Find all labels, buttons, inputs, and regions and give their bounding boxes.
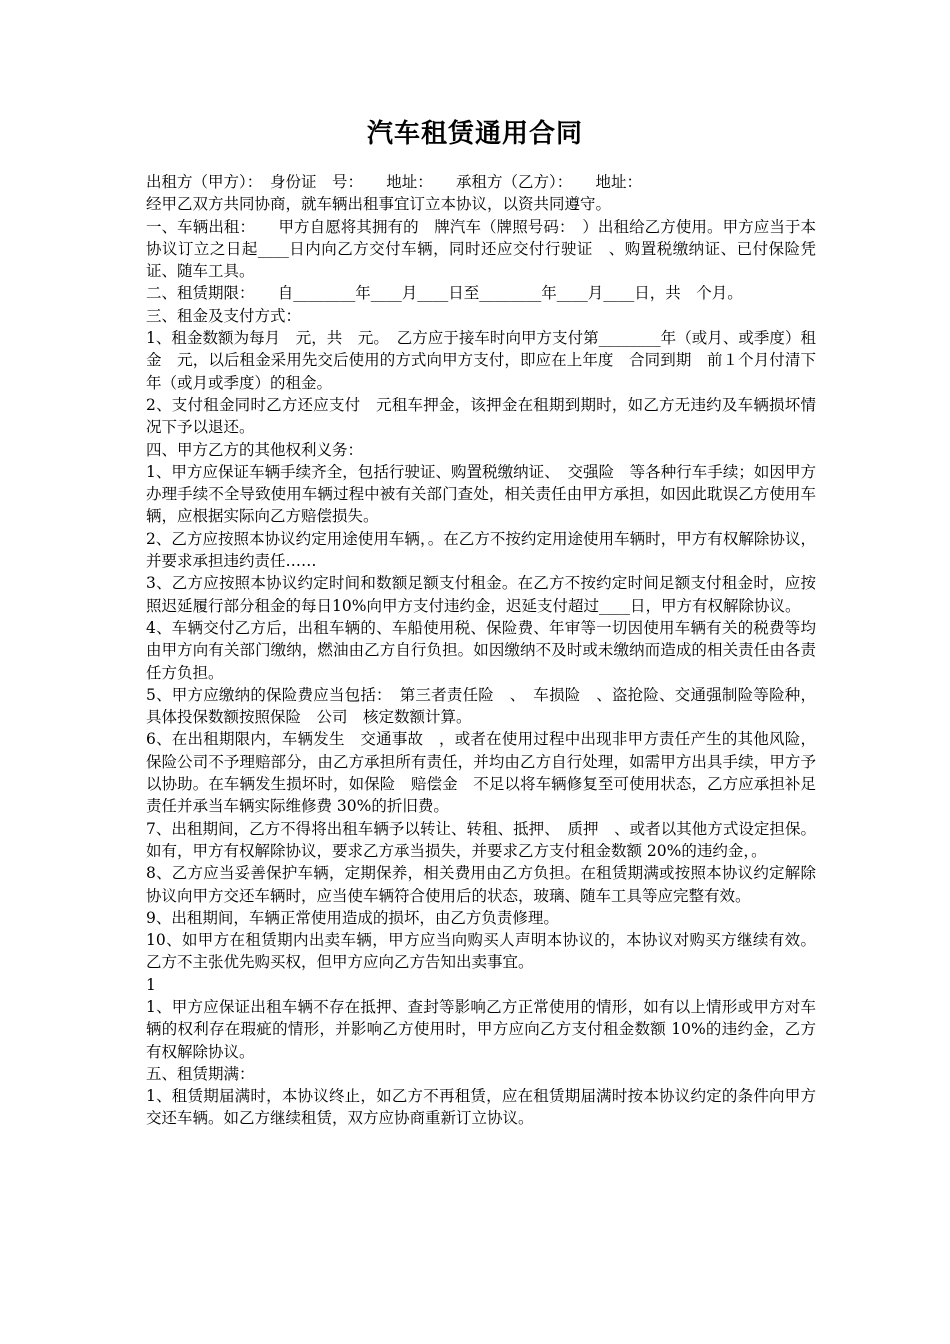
section-3-heading: 三、租金及支付方式： xyxy=(146,306,302,325)
clause-4-7: 7、出租期间，乙方不得将出租车辆予以转让、转租、抵押、 质押 、或者以其他方式设定担保。如有，甲方有权解除协议，要求乙方承当损失，并要求乙方支付租金数额 20%的违约金，。 xyxy=(146,819,816,860)
preamble: 经甲乙双方共同协商，就车辆出租事宜订立本协议，以资共同遵守。 xyxy=(146,195,612,214)
clause-5-1: 1、租赁期届满时，本协议终止，如乙方不再租赁，应在租赁期届满时按本协议约定的条件向甲方交还车辆。如乙方继续租赁，双方应协商重新订立协议。 xyxy=(146,1087,816,1128)
document-title: 汽车租赁通用合同 xyxy=(366,119,583,149)
section-2-lease-term: 二、租赁期限： 自________年____月____日至________年____月____日，共 个月。 xyxy=(146,284,743,303)
clause-3-2: 2、支付租金同时乙方还应支付 元租车押金，该押金在租期到期时，如乙方无违约及车辆损坏情况下予以退还。 xyxy=(146,395,816,437)
section-4-heading: 四、甲方乙方的其他权利义务： xyxy=(146,440,364,459)
clause-4-5: 5、甲方应缴纳的保险费应当包括： 第三者责任险 、 车损险 、盗抢险、交通强制险等险种，具体投保数额按照保险 公司 核定数额计算。 xyxy=(146,685,816,727)
clause-4-9: 9、出租期间，车辆正常使用造成的损坏，由乙方负责修理。 xyxy=(146,908,559,927)
clause-4-3: 3、乙方应按照本协议约定时间和数额足额支付租金。在乙方不按约定时间足额支付租金时，应按照迟延履行部分租金的每日10%向甲方支付违约金，迟延支付超过____日，甲方有权解除协议。 xyxy=(146,574,816,615)
clause-4-8: 8、乙方应当妥善保护车辆，定期保养，相关费用由乙方负担。在租赁期满或按照本协议约定解除协议向甲方交还车辆时，应当使车辆符合使用后的状态，玻璃、随车工具等应完整有效。 xyxy=(146,864,816,905)
clause-4-1: 1、甲方应保证车辆手续齐全，包括行驶证、购置税缴纳证、 交强险 等各种行车手续；如因甲方办理手续不全导致使用车辆过程中被有关部门查处，相关责任由甲方承担，如因此耽误乙方使用车辆，应根据实际向乙方赔偿损失。 xyxy=(146,462,816,526)
clause-3-1: 1、租金数额为每月 元，共 元。 乙方应于接车时向甲方支付第________年（或月、或季度）租金 元，以后租金采用先交后使用的方式向甲方支付，即应在上年度 合同到期 前１个月付清下年（或月或季度）的租金。 xyxy=(146,329,816,392)
parties-line: 出租方（甲方）： 身份证 号： 地址： 承租方（乙方）： 地址： xyxy=(146,173,643,191)
clause-4-2: 2、乙方应按照本协议约定用途使用车辆，。在乙方不按约定用途使用车辆时，甲方有权解除协议，并要求承担违约责任…… xyxy=(146,529,816,571)
clause-4-4: 4、车辆交付乙方后，出租车辆的、车船使用税、保险费、年审等一切因使用车辆有关的税费等均由甲方向有关部门缴纳，燃油由乙方自行负担。如因缴纳不及时或未缴纳而造成的相关责任由各责任方负担。 xyxy=(146,618,816,682)
clause-4-10: 10、如甲方在租赁期内出卖车辆，甲方应当向购买人声明本协议的，本协议对购买方继续有效。乙方不主张优先购买权，但甲方应向乙方告知出卖事宜。 xyxy=(146,931,816,972)
clause-4-11: 1、甲方应保证出租车辆不存在抵押、查封等影响乙方正常使用的情形，如有以上情形或甲方对车辆的权利存在瑕疵的情形，并影响乙方使用时，甲方应向乙方支付租金数额 10%的违约金，乙方有权解除协议。 xyxy=(146,997,816,1061)
stray-number: 1 xyxy=(146,975,156,994)
document-body xyxy=(146,171,816,1130)
section-5-heading: 五、租赁期满： xyxy=(146,1064,255,1083)
clause-4-6: 6、在出租期限内，车辆发生 交通事故 ，或者在使用过程中出现非甲方责任产生的其他风险，保险公司不予理赔部分，由乙方承担所有责任，并均由乙方自行处理，如需甲方出具手续，甲方予以协助。在车辆发生损坏时，如保险 赔偿金 不足以将车辆修复至可使用状态，乙方应承担补足责任并承当车辆实际维修费 30%的折旧费。 xyxy=(146,730,816,816)
section-1-vehicle-rental: 一、车辆出租： 甲方自愿将其拥有的 牌汽车（牌照号码： ）出租给乙方使用。甲方应当于本协议订立之日起____日内向乙方交付车辆，同时还应交付行驶证 、购置税缴纳证、已付保险凭证、随车工具。 xyxy=(146,217,816,281)
